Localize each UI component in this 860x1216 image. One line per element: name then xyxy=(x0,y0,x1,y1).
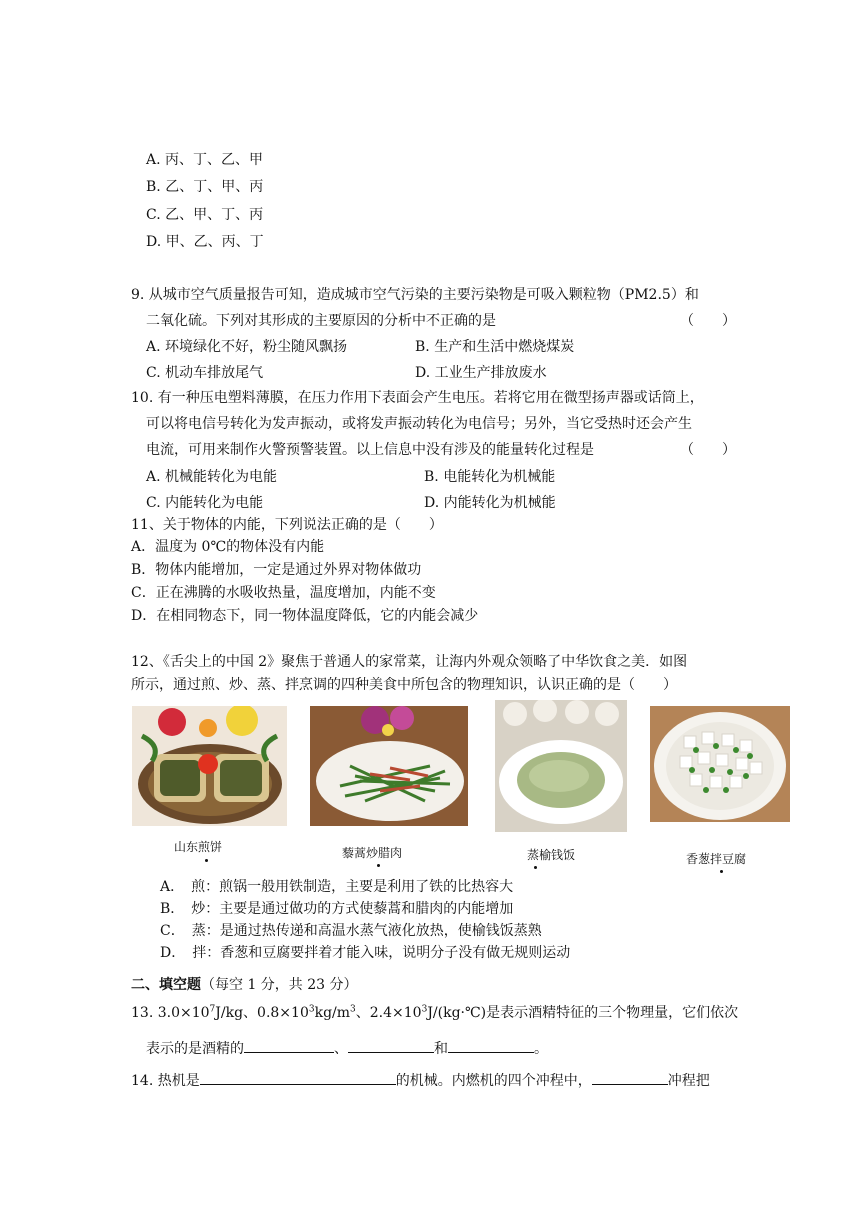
q14-blank-1[interactable] xyxy=(200,1068,396,1085)
q10-stem-line2: 可以将电信号转化为发声振动，或将发声振动转化为电信号；另外，当它受热时还会产生 xyxy=(146,416,692,432)
q13-blank-3[interactable] xyxy=(448,1036,534,1053)
q12-stem-line1: 12、《舌尖上的中国 2》聚焦于普通人的家常菜，让海内外观众领略了中华饮食之美．如图 xyxy=(131,654,688,670)
photo-shandong-jianbing xyxy=(132,706,287,826)
q9-option-c: C. 机动车排放尾气 xyxy=(146,365,264,381)
photo-yuqian-fan xyxy=(495,700,627,832)
q9-option-b: B. 生产和生活中燃烧煤炭 xyxy=(415,339,575,355)
q10-option-a: A. 机械能转化为电能 xyxy=(146,469,278,485)
q10-answer-paren: （ ） xyxy=(680,442,736,458)
q10-stem-line1: 10. 有一种压电塑料薄膜，在压力作用下表面会产生电压。若将它用在微型扬声器或话筒上， xyxy=(131,390,704,406)
q13-exp: 3 xyxy=(350,1004,356,1015)
q13-text: 、 xyxy=(334,1041,348,1057)
q13-exp: 7 xyxy=(209,1004,216,1015)
caption-dot xyxy=(377,864,380,867)
q10-option-b: B. 电能转化为机械能 xyxy=(424,469,556,485)
q11-option-c: C．正在沸腾的水吸收热量，温度增加，内能不变 xyxy=(131,585,436,601)
caption-dot xyxy=(720,870,723,873)
q13-line2 xyxy=(146,1036,548,1059)
q12-option-b: B． 炒：主要是通过做功的方式使藜蒿和腊肉的内能增加 xyxy=(160,901,514,917)
q14-text: 冲程把 xyxy=(667,1073,710,1089)
q8-option-b: B. 乙、丁、甲、丙 xyxy=(146,179,264,195)
caption-jianbing: 山东煎饼 xyxy=(174,840,223,854)
q10-option-c: C. 内能转化为电能 xyxy=(146,495,264,511)
q13-exp: 3 xyxy=(421,1004,428,1015)
q13-text: 、2.4×10 xyxy=(355,1005,422,1021)
q11-option-a: A．温度为 0℃的物体没有内能 xyxy=(131,539,325,555)
q13-text: J/kg、0.8×10 xyxy=(215,1005,309,1021)
q11-option-b: B．物体内能增加，一定是通过外界对物体做功 xyxy=(131,562,422,578)
q13-text: 13. 3.0×10 xyxy=(131,1005,210,1021)
q11-stem: 11、关于物体的内能，下列说法正确的是（ ） xyxy=(131,517,443,533)
q13-blank-1[interactable] xyxy=(244,1036,334,1053)
q10-stem-line3: 电流，可用来制作火警预警装置。以上信息中没有涉及的能量转化过程是 xyxy=(146,442,594,458)
photo-lihao-larou xyxy=(310,706,468,826)
q12-stem-line2: 所示，通过煎、炒、蒸、拌烹调的四种美食中所包含的物理知识，认识正确的是（ ） xyxy=(131,677,677,693)
q9-stem-line1: 9. 从城市空气质量报告可知，造成城市空气污染的主要污染物是可吸入颗粒物（PM2.5）和 xyxy=(131,287,699,303)
q9-stem-line2: 二氧化硫。下列对其形成的主要原因的分析中不正确的是 xyxy=(146,313,496,329)
q13-text: kg/m xyxy=(314,1005,351,1021)
caption-yuqian: 蒸榆钱饭 xyxy=(527,848,576,862)
q13-text: 表示的是酒精的 xyxy=(146,1041,244,1057)
q14-line1 xyxy=(131,1068,710,1091)
doufu-illustration xyxy=(650,706,790,822)
jianbing-illustration xyxy=(132,706,287,826)
q8-option-d: D. 甲、乙、丙、丁 xyxy=(146,234,264,250)
q8-option-a: A. 丙、丁、乙、甲 xyxy=(146,152,264,168)
caption-doufu: 香葱拌豆腐 xyxy=(686,852,747,866)
caption-dot xyxy=(205,859,208,862)
q12-option-d: D． 拌：香葱和豆腐要拌着才能入味，说明分子没有做无规则运动 xyxy=(160,945,571,961)
q14-blank-2[interactable] xyxy=(592,1068,668,1085)
q8-option-c: C. 乙、甲、丁、丙 xyxy=(146,207,264,223)
q12-option-a: A． 煎：煎锅一般用铁制造，主要是利用了铁的比热容大 xyxy=(160,879,514,895)
q13-exp: 3 xyxy=(308,1004,315,1015)
q14-text: 的机械。内燃机的四个冲程中， xyxy=(395,1073,592,1089)
section2-title: 二、填空题 xyxy=(131,977,201,993)
q9-option-a: A. 环境绿化不好，粉尘随风飘扬 xyxy=(146,339,348,355)
q13-blank-2[interactable] xyxy=(348,1036,434,1053)
q9-option-d: D. 工业生产排放废水 xyxy=(415,365,547,381)
q11-option-d: D．在相同物态下，同一物体温度降低，它的内能会减少 xyxy=(131,608,479,624)
caption-dot xyxy=(534,866,537,869)
lihao-illustration xyxy=(310,706,468,826)
q13-text: J/(kg·℃)是表示酒精特征的三个物理量，它们依次 xyxy=(427,1005,739,1021)
q10-option-d: D. 内能转化为机械能 xyxy=(424,495,556,511)
photo-xiangcong-doufu xyxy=(650,706,790,822)
section2-note: （每空 1 分，共 23 分） xyxy=(201,977,358,993)
q9-answer-paren: （ ） xyxy=(680,313,736,329)
q14-text: 14. 热机是 xyxy=(131,1073,200,1089)
q13-line1 xyxy=(131,1003,738,1023)
q12-option-c: C． 蒸：是通过热传递和高温水蒸气液化放热，使榆钱饭蒸熟 xyxy=(160,923,542,939)
section2-heading xyxy=(131,975,358,995)
q13-text: 和 xyxy=(434,1041,448,1057)
yuqian-illustration xyxy=(495,700,627,832)
caption-lihao: 藜蒿炒腊肉 xyxy=(342,846,403,860)
q13-text: 。 xyxy=(534,1041,548,1057)
